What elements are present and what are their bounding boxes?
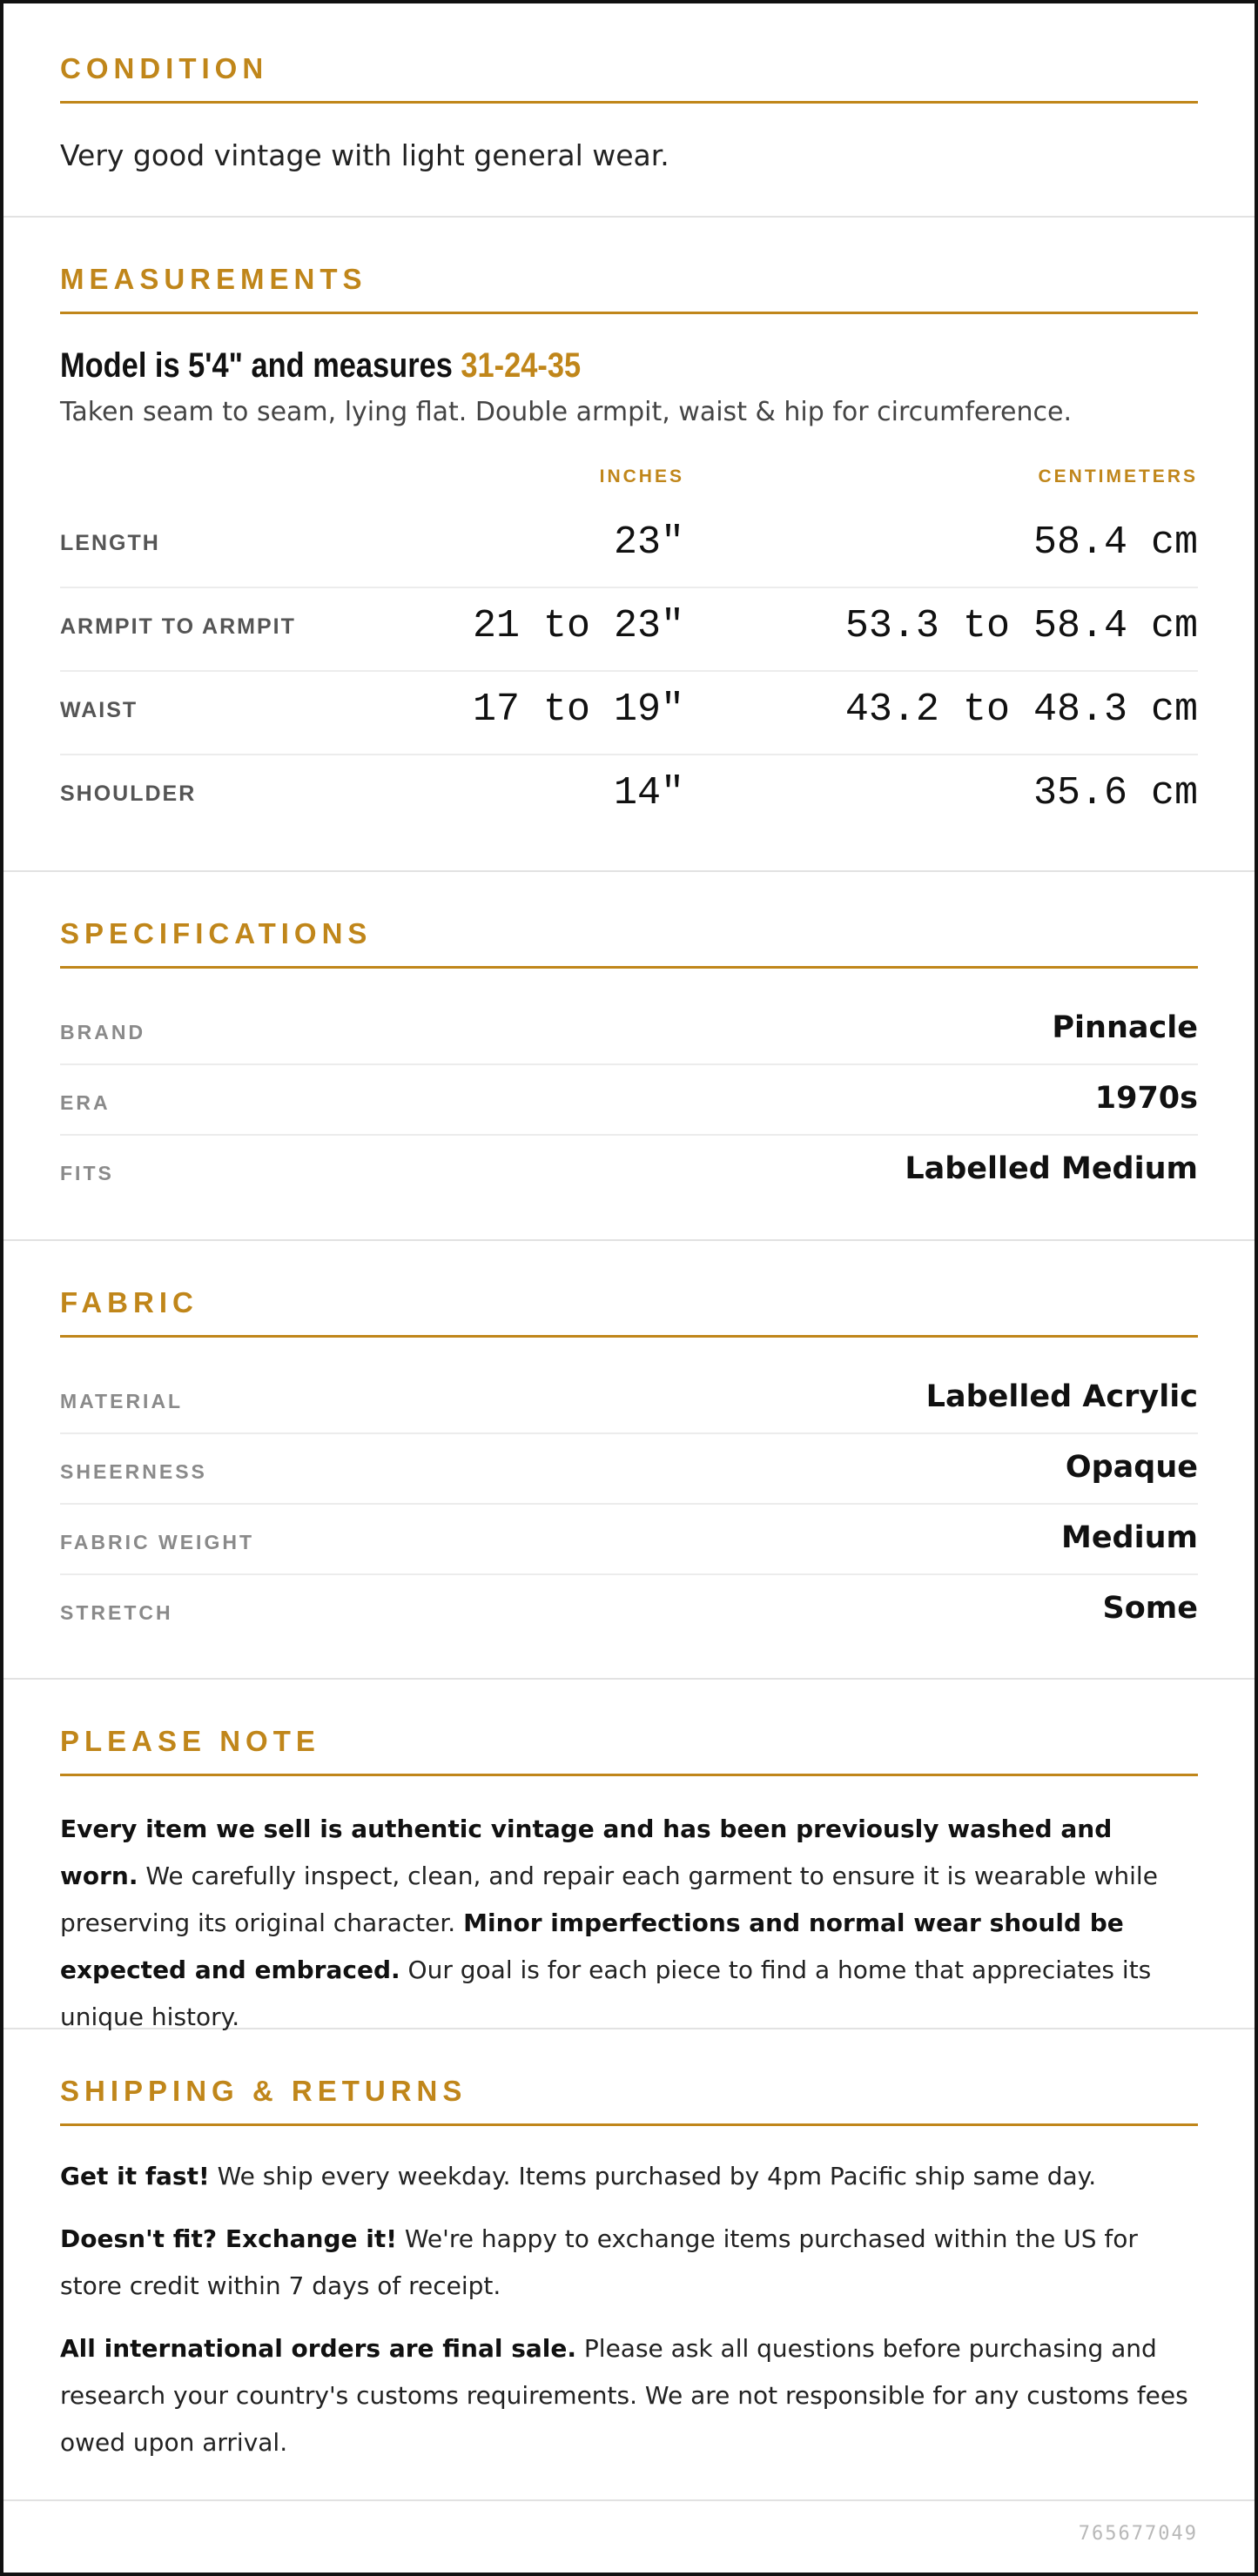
note-emphasis: Every item we sell is authentic vintage and has been previously washed and worn. (60, 1815, 1113, 1890)
fabric-value: Labelled Acrylic (925, 1379, 1198, 1414)
item-serial-number: 765677049 (1078, 2523, 1198, 2545)
shipping-body: We ship every weekday. Items purchased by 4pm Pacific ship same day. (209, 2162, 1097, 2190)
measurement-inches: 14" (613, 771, 684, 815)
fabric-heading: FABRIC (60, 1286, 1198, 1338)
fabric-label: FABRIC WEIGHT (60, 1531, 254, 1553)
inches-column-header: INCHES (599, 466, 684, 486)
please-note-heading: PLEASE NOTE (60, 1725, 1198, 1776)
measurement-label: SHOULDER (60, 782, 197, 806)
note-body: We carefully inspect, clean, and repair each garment to ensure it is wearable while preserving its original character. (60, 1862, 1158, 1937)
spec-row (60, 1136, 1198, 1206)
spec-label: BRAND (60, 1021, 146, 1043)
spec-label: FITS (60, 1162, 114, 1184)
fabric-row (60, 1434, 1198, 1505)
fabric-row (60, 1364, 1198, 1434)
shipping-emphasis: Get it fast! (60, 2162, 210, 2190)
fabric-row (60, 1575, 1198, 1646)
shipping-paragraph (60, 2153, 1198, 2200)
measurement-cm: 35.6 cm (1033, 771, 1198, 815)
fabric-label: SHEERNESS (60, 1460, 207, 1483)
measurement-row (60, 672, 1198, 755)
exchange-emphasis: Doesn't fit? Exchange it! (60, 2224, 397, 2253)
centimeters-column-header: CENTIMETERS (1038, 466, 1198, 486)
fabric-label: MATERIAL (60, 1390, 184, 1412)
fabric-value: Some (1102, 1591, 1198, 1626)
spec-value: 1970s (1094, 1081, 1198, 1116)
measurement-row (60, 505, 1198, 588)
fabric-value: Medium (1060, 1520, 1198, 1555)
please-note-text (60, 1806, 1198, 2041)
fabric-row (60, 1505, 1198, 1575)
measurement-inches: 23" (613, 520, 684, 565)
spec-row (60, 995, 1198, 1065)
international-emphasis: All international orders are final sale. (60, 2334, 577, 2363)
note-body: Our goal is for each piece to find a home that appreciates its unique history. (60, 1955, 1152, 2031)
measurement-note: Taken seam to seam, lying flat. Double armpit, waist & hip for circumference. (60, 397, 1073, 427)
model-measurements (60, 346, 1039, 386)
note-emphasis: Minor imperfections and normal wear should be expected and embraced. (60, 1909, 1124, 1984)
specifications-heading: SPECIFICATIONS (60, 917, 1198, 969)
condition-heading: CONDITION (60, 52, 1198, 104)
international-body: Please ask all questions before purchasing and research your country's customs requirements. We are not responsible for any customs fees owed upon arrival. (60, 2334, 1188, 2457)
fabric-label: STRETCH (60, 1601, 173, 1624)
international-paragraph (60, 2325, 1198, 2466)
exchange-body: We're happy to exchange items purchased within the US for store credit within 7 days of receipt. (60, 2224, 1138, 2300)
shipping-returns-section (3, 2029, 1255, 2501)
measurement-label: ARMPIT TO ARMPIT (60, 614, 296, 639)
measurements-section (3, 218, 1255, 872)
fabric-section (3, 1241, 1255, 1680)
measurement-inches: 21 to 23" (472, 604, 684, 648)
measurement-label: LENGTH (60, 531, 160, 555)
model-measures-value: 31-24-35 (461, 346, 582, 385)
measurement-cm: 43.2 to 48.3 cm (844, 688, 1198, 732)
model-prefix: Model is 5'4" and measures (60, 346, 461, 385)
spec-value: Pinnacle (1052, 1010, 1198, 1045)
measurement-inches: 17 to 19" (472, 688, 684, 732)
exchange-paragraph (60, 2216, 1198, 2310)
measurement-row (60, 588, 1198, 672)
fabric-value: Opaque (1065, 1450, 1198, 1485)
spec-value: Labelled Medium (905, 1151, 1198, 1186)
please-note-section (3, 1680, 1255, 2029)
specifications-section (3, 872, 1255, 1241)
spec-row (60, 1065, 1198, 1136)
measurement-cm: 53.3 to 58.4 cm (844, 604, 1198, 648)
condition-text: Very good vintage with light general wear. (60, 138, 669, 172)
spec-label: ERA (60, 1091, 111, 1114)
shipping-returns-heading: SHIPPING & RETURNS (60, 2075, 1198, 2126)
measurement-cm: 58.4 cm (1033, 520, 1198, 565)
condition-section (3, 3, 1255, 218)
measurement-row (60, 755, 1198, 839)
measurement-label: WAIST (60, 698, 138, 722)
measurements-heading: MEASUREMENTS (60, 263, 1198, 314)
